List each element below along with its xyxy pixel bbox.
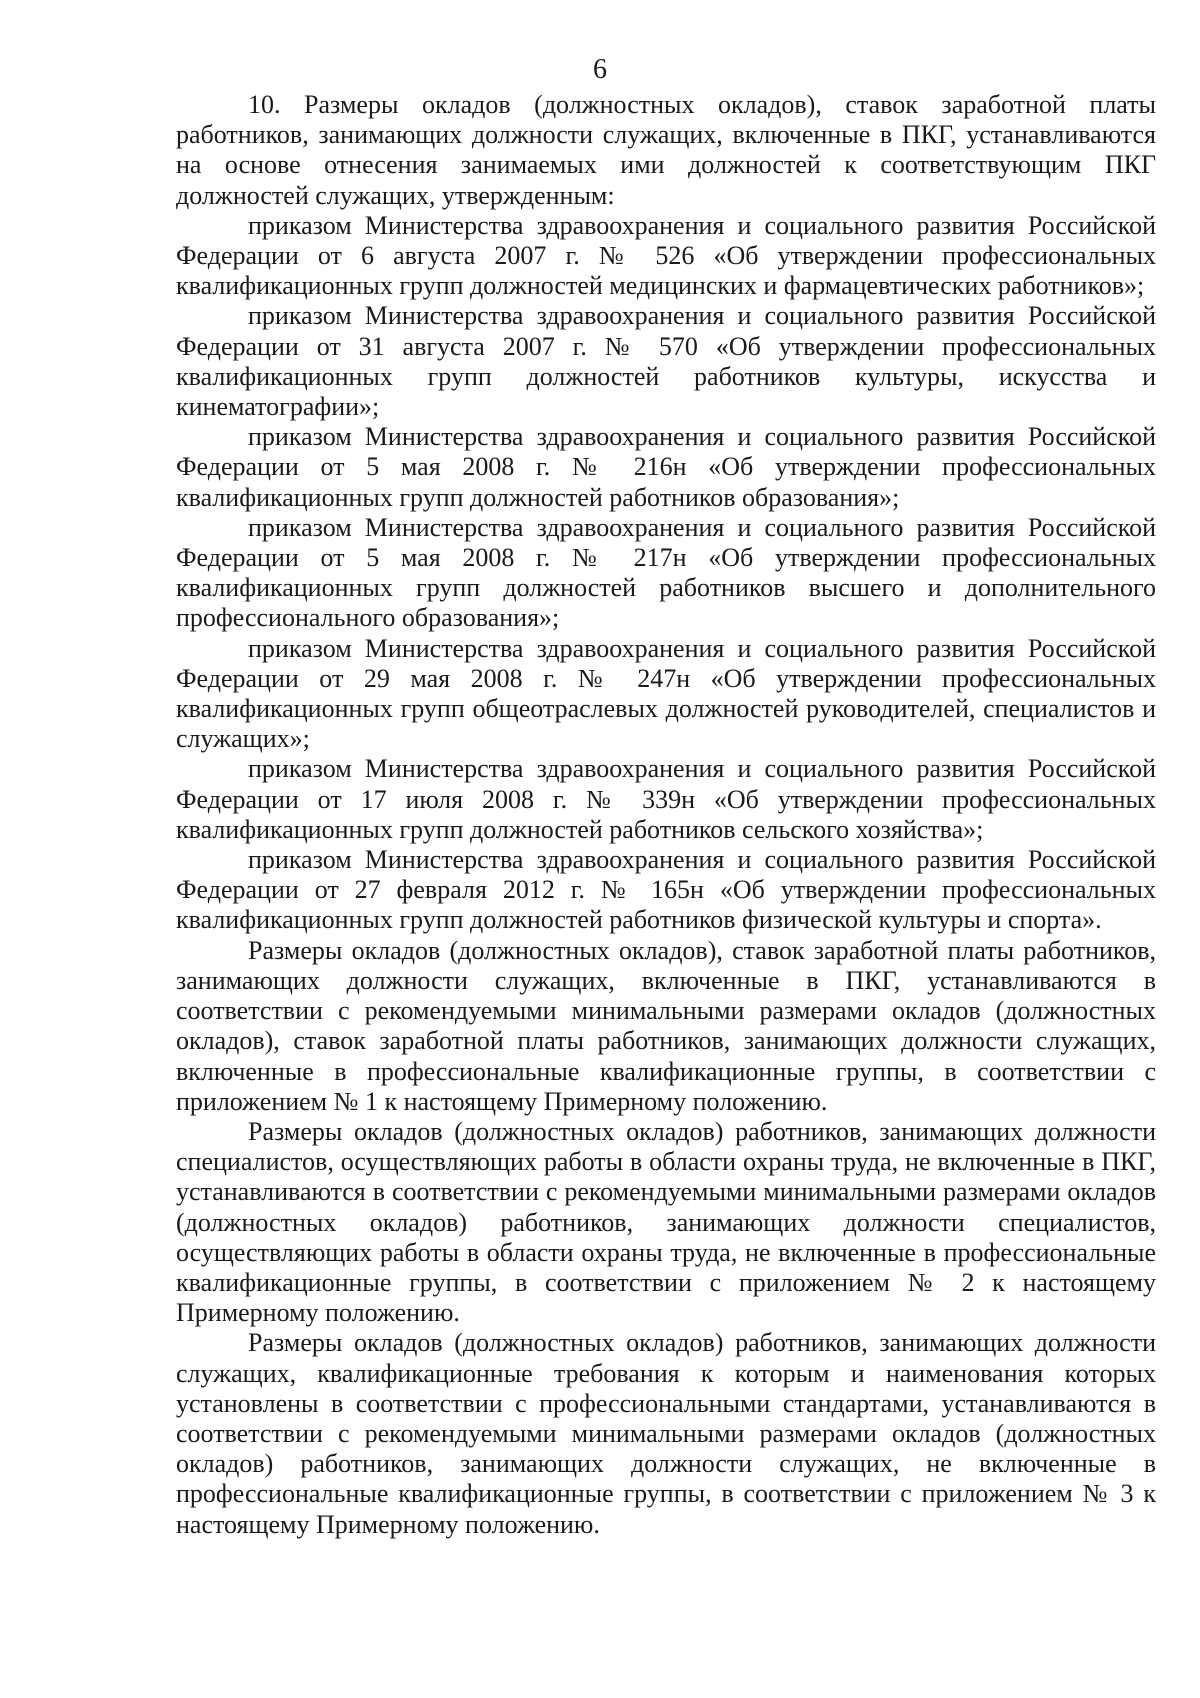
order-339n-paragraph: приказом Министерства здравоохранения и социального развития Российской Федерации от 17 июля 2008 г. № 339н «Об утверждении профессиональных квалификационных групп должностей работников сельского хозяйства»; bbox=[176, 754, 1156, 844]
paragraph-item-10: 10. Размеры окладов (должностных окладов), ставок заработной платы работников, занимающих должности служащих, включенные в ПКГ, устанавливаются на основе отнесения занимаемых ими должностей к соответствующим ПКГ должностей служащих, утвержденным: bbox=[176, 90, 1156, 210]
order-217n-paragraph: приказом Министерства здравоохранения и социального развития Российской Федерации от 5 мая 2008 г. № 217н «Об утверждении профессиональных квалификационных групп должностей работников высшего и дополнительного профессионального образования»; bbox=[176, 512, 1156, 633]
order-570-paragraph: приказом Министерства здравоохранения и социального развития Российской Федерации от 31 августа 2007 г. № 570 «Об утверждении профессиональных квалификационных групп должностей работников культуры, искусства и кинематографии»; bbox=[176, 301, 1156, 422]
document-body bbox=[176, 90, 1156, 1540]
order-247n-paragraph: приказом Министерства здравоохранения и социального развития Российской Федерации от 29 мая 2008 г. № 247н «Об утверждении профессиональных квалификационных групп общеотраслевых должностей руководителей, специалистов и служащих»; bbox=[176, 633, 1156, 754]
order-526-paragraph: приказом Министерства здравоохранения и социального развития Российской Федерации от 6 августа 2007 г. № 526 «Об утверждении профессиональных квалификационных групп должностей медицинских и фармацевтических работников»; bbox=[176, 210, 1156, 301]
salary-pkg-paragraph: Размеры окладов (должностных окладов), ставок заработной платы работников, занимающих должности служащих, включенные в ПКГ, устанавливаются в соответствии с рекомендуемыми минимальными размерами окладов (должностных окладов), ставок заработной платы работников, занимающих должности служащих, включенные в профессиональные квалификационные группы, в соответствии с приложением № 1 к настоящему Примерному положению. bbox=[176, 935, 1156, 1116]
order-165n-paragraph: приказом Министерства здравоохранения и социального развития Российской Федерации от 27 февраля 2012 г. № 165н «Об утверждении профессиональных квалификационных групп должностей работников физической культуры и спорта». bbox=[176, 845, 1156, 935]
page-number: 6 bbox=[593, 54, 607, 85]
order-216n-paragraph: приказом Министерства здравоохранения и социального развития Российской Федерации от 5 мая 2008 г. № 216н «Об утверждении профессиональных квалификационных групп должностей работников образования»; bbox=[176, 422, 1156, 512]
labor-protection-paragraph: Размеры окладов (должностных окладов) работников, занимающих должности специалистов, осуществляющих работы в области охраны труда, не включенные в ПКГ, устанавливаются в соответствии с рекомендуемыми минимальными размерами окладов (должностных окладов) работников, занимающих должности специалистов, осуществляющих работы в области охраны труда, не включенные в профессиональные квалификационные группы, в соответствии с приложением № 2 к настоящему Примерному положению. bbox=[176, 1116, 1156, 1328]
professional-standards-paragraph: Размеры окладов (должностных окладов) работников, занимающих должности служащих, квалификационные требования к которым и наименования которых установлены в соответствии с профессиональными стандартами, устанавливаются в соответствии с рекомендуемыми минимальными размерами окладов (должностных окладов) работников, занимающих должности служащих, не включенные в профессиональные квалификационные группы, в соответствии с приложением № 3 к настоящему Примерному положению. bbox=[176, 1328, 1156, 1539]
